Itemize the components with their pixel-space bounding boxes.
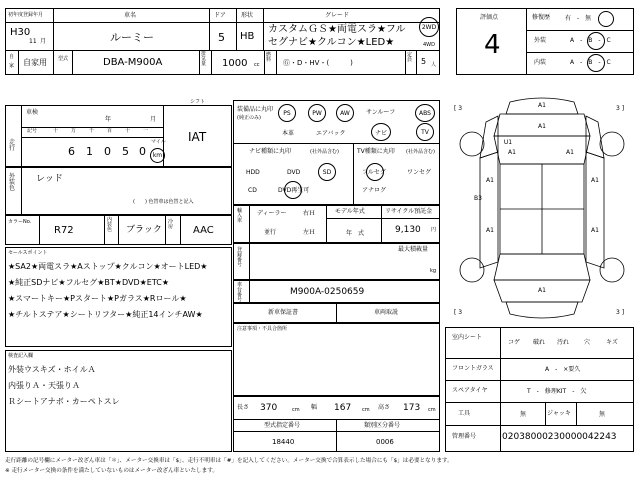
recycle-value: 9,130 <box>395 225 421 235</box>
car-damage-diagram <box>450 92 634 324</box>
diagram-label: A1 <box>591 177 599 184</box>
chassis-value: M900A-0250659 <box>290 287 365 297</box>
spare-label: スペアタイヤ <box>452 387 488 394</box>
width-label: 幅 <box>311 404 318 411</box>
use-label: 自 <box>9 54 15 60</box>
digit-label-1: 十 <box>53 128 59 134</box>
repair-options: 有 - 無 <box>565 15 592 22</box>
shape-label: 形状 <box>241 12 254 19</box>
seat-item: 汚れ <box>557 339 570 346</box>
diagram-label: B3 <box>474 195 482 202</box>
capacity-unit: 人 <box>431 62 437 68</box>
tv-analog: アナログ <box>362 187 387 194</box>
diagram-bracket: [ 3 <box>454 309 463 316</box>
driven-label: 走行 <box>9 139 16 152</box>
drive-2wd-circle <box>419 17 439 37</box>
km-circle <box>150 148 165 163</box>
exterior-options: A - B - C <box>570 37 611 44</box>
mile-label: マイル <box>151 139 166 145</box>
grade-line2: セグナビ★クルコン★LED★ <box>268 37 395 48</box>
notes-label: 注意事項・不具合箇所 <box>237 326 288 332</box>
mileage-digit: 5 <box>122 145 129 158</box>
fuel-label: 燃料 <box>266 52 272 63</box>
shift-label: シフト <box>190 99 206 105</box>
tools-value: 無 <box>520 411 527 418</box>
model-year-unit: 年 式 <box>346 230 365 237</box>
equip-aw: AW <box>336 104 354 122</box>
digit-label-2: 万 <box>71 128 77 134</box>
drive-4wd-text: 4WD <box>423 42 435 48</box>
diagram-bracket: 3 ] <box>616 309 625 316</box>
repair-label: 修復歴 <box>532 14 551 21</box>
max-load-label: 最大積載量 <box>398 246 429 253</box>
model-year-label: モデル年式 <box>335 208 365 215</box>
displacement-label: 排気量 <box>201 51 207 67</box>
import-left: 左Ｈ <box>303 229 316 236</box>
max-load-unit: kg <box>430 268 437 274</box>
model-label: 型式 <box>58 56 69 62</box>
navi-dvd-play-circle <box>284 181 302 199</box>
seat-item: 穴 <box>584 339 591 346</box>
digit-label-6: 一 <box>143 128 149 134</box>
navi-dvd: DVD <box>287 169 301 176</box>
door-value: 5 <box>218 31 225 44</box>
navi-hdd: HDD <box>246 169 260 176</box>
seat-item: キズ <box>606 339 618 346</box>
grade-line1: カスタムＧＳ★両電スラ★フル <box>268 24 406 35</box>
displacement-unit: cc <box>254 62 260 68</box>
diagram-label: U1 <box>503 139 513 146</box>
tools-label: 工具 <box>458 410 471 417</box>
chassis-label: 車台番号 <box>237 282 243 303</box>
mileage-digit: 0 <box>104 145 111 158</box>
interior-label: 内装 <box>534 59 547 66</box>
inspection-year-unit: 年 <box>105 116 112 123</box>
equip-leather: 本革 <box>282 130 295 137</box>
score-value: 4 <box>484 30 501 60</box>
footer-note-1: 走行距離の記号欄にメーター改ざん車は「＊」、メーター交換車は「$」、走行不明車は「#」を記入してください。メーター交換で合算表示した場合にも「$」は必要となります。 <box>5 458 453 464</box>
inspector-line: 内張りＡ・天張りＡ <box>8 381 80 390</box>
color-no-label: カラーNo. <box>8 219 32 225</box>
mgmt-label: 管理番号 <box>452 433 477 440</box>
diagram-label: A1 <box>508 149 516 156</box>
car-name-value: ルーミー <box>110 31 154 44</box>
grade-label: グレード <box>325 12 350 19</box>
spare-value: T - 修理KIT - 欠 <box>527 388 587 395</box>
height-label: 高さ <box>378 404 391 411</box>
equip-ps: PS <box>278 104 296 122</box>
car-name-label: 車名 <box>124 12 137 19</box>
class-no-value: 0006 <box>376 438 394 446</box>
shift-value: IAT <box>188 130 207 144</box>
mileage-digit: 0 <box>139 145 146 158</box>
reg-date-label: 初年度登録年月 <box>8 12 44 18</box>
diagram-label: A1 <box>486 177 494 184</box>
shape-value: HB <box>240 31 255 42</box>
digit-label-3: 千 <box>89 128 95 134</box>
equipment-title: 装備品に丸印 <box>237 106 274 113</box>
tv-fullseg: フルセグ <box>362 169 386 176</box>
sales-point-line: ★チルトステア★シートリフター★純正14インチAW★ <box>8 310 203 319</box>
equipment-subtitle: (純正のみ) <box>237 115 261 121</box>
navi-cd: CD <box>248 187 257 194</box>
equip-navi: ナビ <box>371 123 391 141</box>
diagram-bracket: [ 3 <box>454 105 463 112</box>
height-unit: cm <box>428 407 436 413</box>
import-right: 右Ｈ <box>303 210 316 217</box>
sales-points-label: セールスポイント <box>8 250 48 256</box>
reg-no-label: 登録番号 <box>237 247 243 268</box>
import-parallel: 並行 <box>264 229 277 236</box>
notes-frame <box>233 323 440 396</box>
diagram-label: A1 <box>538 123 546 130</box>
jack-label: ジャッキ <box>547 410 571 417</box>
navi-title: ナビ種類に丸印 <box>249 148 292 155</box>
inspection-month-unit: 月 <box>150 116 157 123</box>
height-value: 173 <box>403 403 421 413</box>
digit-label-5: 十 <box>125 128 131 134</box>
class-no-label: 類別区分番号 <box>364 422 401 429</box>
width-unit: cm <box>362 407 370 413</box>
navi-note: (社外品含む) <box>310 149 339 155</box>
score-label: 評価点 <box>480 14 499 21</box>
door-label: ドア <box>214 12 226 19</box>
digit-label-0: 記号 <box>27 128 38 134</box>
mileage-digit: 6 <box>68 145 75 158</box>
equip-tv: TV <box>416 123 434 141</box>
sales-point-line: ★スマートキー★Pスタート★Pガラス★Rロール★ <box>8 294 187 303</box>
manual-label: 車両取説 <box>374 309 399 316</box>
diagram-label: A1 <box>591 227 599 234</box>
equip-abs: ABS <box>415 104 435 122</box>
interior-options: A - B - C <box>570 59 611 66</box>
mgmt-value: 02038000230000042243 <box>502 432 617 442</box>
width-value: 167 <box>334 403 352 413</box>
length-label: 長さ <box>237 404 250 411</box>
digit-label-4: 百 <box>107 128 113 134</box>
navi-dvd-play: DVD再生可 <box>278 187 310 194</box>
length-unit: cm <box>292 407 300 413</box>
km-text: km <box>152 152 163 159</box>
color-no-value: R72 <box>54 225 74 236</box>
reg-era-year: H30 <box>10 27 31 38</box>
inspector-line: 外装ウスキズ・ホイルＡ <box>8 365 96 374</box>
fuel-options: Ⓖ・D・HV・( ) <box>283 59 353 67</box>
capacity-label: 定員 <box>407 52 413 63</box>
equip-sunroof: サンルーフ <box>366 109 396 116</box>
interior-color-value: ブラック <box>126 225 162 235</box>
type-no-label: 型式指定番号 <box>264 422 301 429</box>
tv-fullseg-circle <box>366 163 384 181</box>
use-sub: 家 <box>9 63 15 69</box>
footer-note-2: ※ 走行メーター交換の条件を満たしていないものはメーター改ざん車といたします。 <box>5 468 218 474</box>
repair-none-circle <box>598 11 614 27</box>
recycle-unit: 円 <box>431 227 437 233</box>
capacity-value: 5 <box>421 57 427 66</box>
inspection-label: 車検 <box>26 109 39 116</box>
inspector-line: Ｒシートアナボ・カーペトスレ <box>8 397 120 406</box>
diagram-label: A1 <box>486 227 494 234</box>
exterior-label: 外装 <box>534 37 547 44</box>
ac-value: AAC <box>193 225 214 236</box>
sales-point-line: ★純正SDナビ★フルセグ★BT★DVD★ETC★ <box>8 278 170 287</box>
color-value: レッド <box>36 174 63 184</box>
import-label: 輸入車 <box>237 208 243 224</box>
model-value: DBA-M900A <box>103 57 163 68</box>
interior-b-circle <box>587 54 605 72</box>
recycle-label: リサイクル預託金 <box>385 208 433 215</box>
diagram-label: A1 <box>566 149 574 156</box>
drive-2wd-text: 2WD <box>421 23 437 31</box>
glass-label: フロントガラス <box>452 365 494 372</box>
displacement-value: 1000 <box>222 58 248 69</box>
navi-sd: SD <box>318 163 336 181</box>
tv-note: (社外品含む) <box>406 149 435 155</box>
import-dealer: ディーラー <box>257 210 287 217</box>
equip-pw: PW <box>308 104 326 122</box>
seat-item: コゲ <box>508 339 521 346</box>
seat-item: 破れ <box>533 339 546 346</box>
jack-value: 無 <box>599 411 606 418</box>
mileage-digit: 1 <box>86 145 93 158</box>
interior-color-label: 内装色 <box>107 217 113 233</box>
type-no-value: 18440 <box>272 438 295 446</box>
diagram-label: A1 <box>538 287 546 294</box>
color-note: ( ) 色替車は色替と記入 <box>133 199 194 205</box>
warranty-label: 新車保証書 <box>268 309 299 316</box>
diagram-label: A1 <box>538 102 546 109</box>
diagram-bracket: 3 ] <box>616 105 625 112</box>
color-label: 外装色 <box>9 173 16 192</box>
exterior-b-circle <box>587 32 605 50</box>
tv-oneseg: ワンセグ <box>407 169 432 176</box>
reg-month: 11 <box>29 38 37 45</box>
tv-title: TV種類に丸印 <box>357 148 395 155</box>
ac-label: 冷房 <box>168 219 174 230</box>
equip-airbag: エアバック <box>316 130 346 137</box>
length-value: 370 <box>260 403 278 413</box>
inspector-label: 検査記入欄 <box>8 353 34 359</box>
sales-point-line: ★SA2★両電スラ★Aストップ★クルコン★オートLED★ <box>8 262 208 271</box>
seat-label: 室内シート <box>452 334 483 341</box>
reg-month-unit: 月 <box>40 38 47 45</box>
category-value: 自家用 <box>23 58 47 67</box>
glass-value: A - ×要久 <box>545 366 581 373</box>
